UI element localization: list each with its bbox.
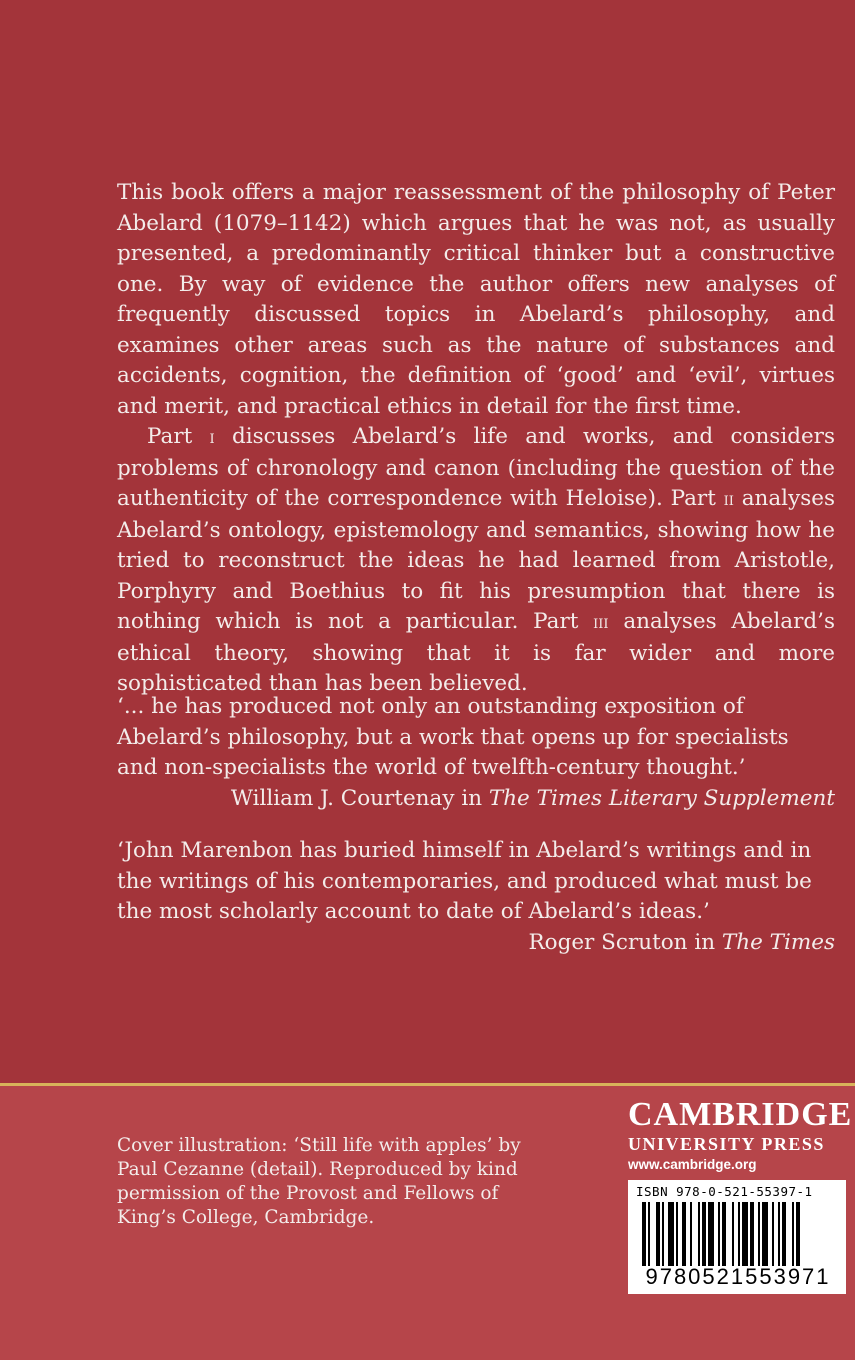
barcode-bar (668, 1202, 674, 1266)
isbn-label: ISBN 978-0-521-55397-1 (636, 1184, 813, 1199)
credit-line: permission of the Provost and Fellows of (117, 1183, 499, 1204)
barcode-bar (656, 1202, 660, 1266)
publisher-name: CAMBRIDGE (628, 1096, 853, 1133)
barcode-bar (738, 1202, 740, 1266)
description-text: discusses Abelard’s life and works, and considers problems of chronology and canon (including the question of the authenticity of the correspondence with Heloise). Part (117, 424, 835, 511)
barcode-bar (772, 1202, 774, 1266)
barcode-bar (762, 1202, 768, 1266)
review-source: The Times Literary Supplement (488, 785, 835, 811)
barcode-bar (648, 1202, 650, 1266)
credit-line: King’s College, Cambridge. (117, 1207, 375, 1228)
isbn-barcode (628, 1180, 846, 1294)
barcode-bar (732, 1202, 734, 1266)
review-attribution (117, 784, 835, 815)
review-attribution (117, 928, 835, 959)
barcode-bar (742, 1202, 748, 1266)
barcode-digits: 9780521553971 (645, 1264, 831, 1289)
cover-illustration-credit (117, 1134, 577, 1230)
barcode-bar (758, 1202, 760, 1266)
description-paragraph-1: This book offers a major reassessment of the philosophy of Peter Abelard (1079–1142) which argues that he was not, as usually presented, a predominantly critical thinker but a constructive one. By way of evidence the author offers new analyses of frequently discussed topics in Abelard’s philosophy, and examines other areas such as the nature of substances and accidents, cognition, the definition of ‘good’ and ‘evil’, virtues and merit, and practical ethics in detail for the first time. (117, 180, 835, 419)
description-text: analyses Abelard’s ethical theory, showing that it is far wider and more sophisticated than has been believed. (117, 609, 835, 696)
description-text: analyses Abelard’s ontology, epistemology and semantics, showing how he tried to reconstruct the ideas he had learned from Aristotle, Porphyry and Boethius to fit his presumption that there is nothing which is not a particular. Part (117, 486, 835, 634)
barcode-bar (662, 1202, 664, 1266)
review-source: The Times (721, 929, 835, 955)
description-paragraph-2 (117, 422, 835, 700)
barcode-bar (702, 1202, 706, 1266)
book-description (117, 178, 835, 700)
part-numeral: iii (593, 612, 609, 633)
barcode-bar (778, 1202, 780, 1266)
review-quote-1 (117, 692, 835, 814)
barcode-bars (642, 1202, 838, 1266)
barcode-bar (782, 1202, 786, 1266)
credit-line: Paul Cezanne (detail). Reproduced by kind (117, 1159, 518, 1180)
review-text: ‘John Marenbon has buried himself in Abelard’s writings and in the writings of his contemporaries, and produced what must be the most scholarly account to date of Abelard’s ideas.’ (117, 838, 812, 924)
reviewer-name: Roger Scruton in (528, 929, 722, 955)
publisher-subtitle: UNIVERSITY PRESS (628, 1134, 825, 1154)
description-text: Part (147, 424, 210, 449)
barcode-bar (698, 1202, 700, 1266)
credit-line: Cover illustration: ‘Still life with apples’ by (117, 1135, 521, 1156)
barcode-bar (708, 1202, 714, 1266)
barcode-bar (792, 1202, 794, 1266)
reviewer-name: William J. Courtenay in (230, 785, 489, 811)
barcode-bar (750, 1202, 754, 1266)
barcode-bar (676, 1202, 678, 1266)
barcode-bar (690, 1202, 692, 1266)
review-text: ‘... he has produced not only an outstanding exposition of Abelard’s philosophy, but a work that opens up for specialists and non-specialists the world of twelfth-century thought.’ (117, 694, 789, 780)
publisher-website: www.cambridge.org (628, 1157, 757, 1172)
publisher-logo (628, 1096, 853, 1175)
barcode-bar (718, 1202, 720, 1266)
barcode-bar (642, 1202, 646, 1266)
barcode-bar (796, 1202, 800, 1266)
part-numeral: ii (723, 489, 734, 510)
barcode-bar (722, 1202, 726, 1266)
part-numeral: i (209, 427, 215, 448)
review-quote-2 (117, 836, 835, 958)
barcode-bar (682, 1202, 686, 1266)
